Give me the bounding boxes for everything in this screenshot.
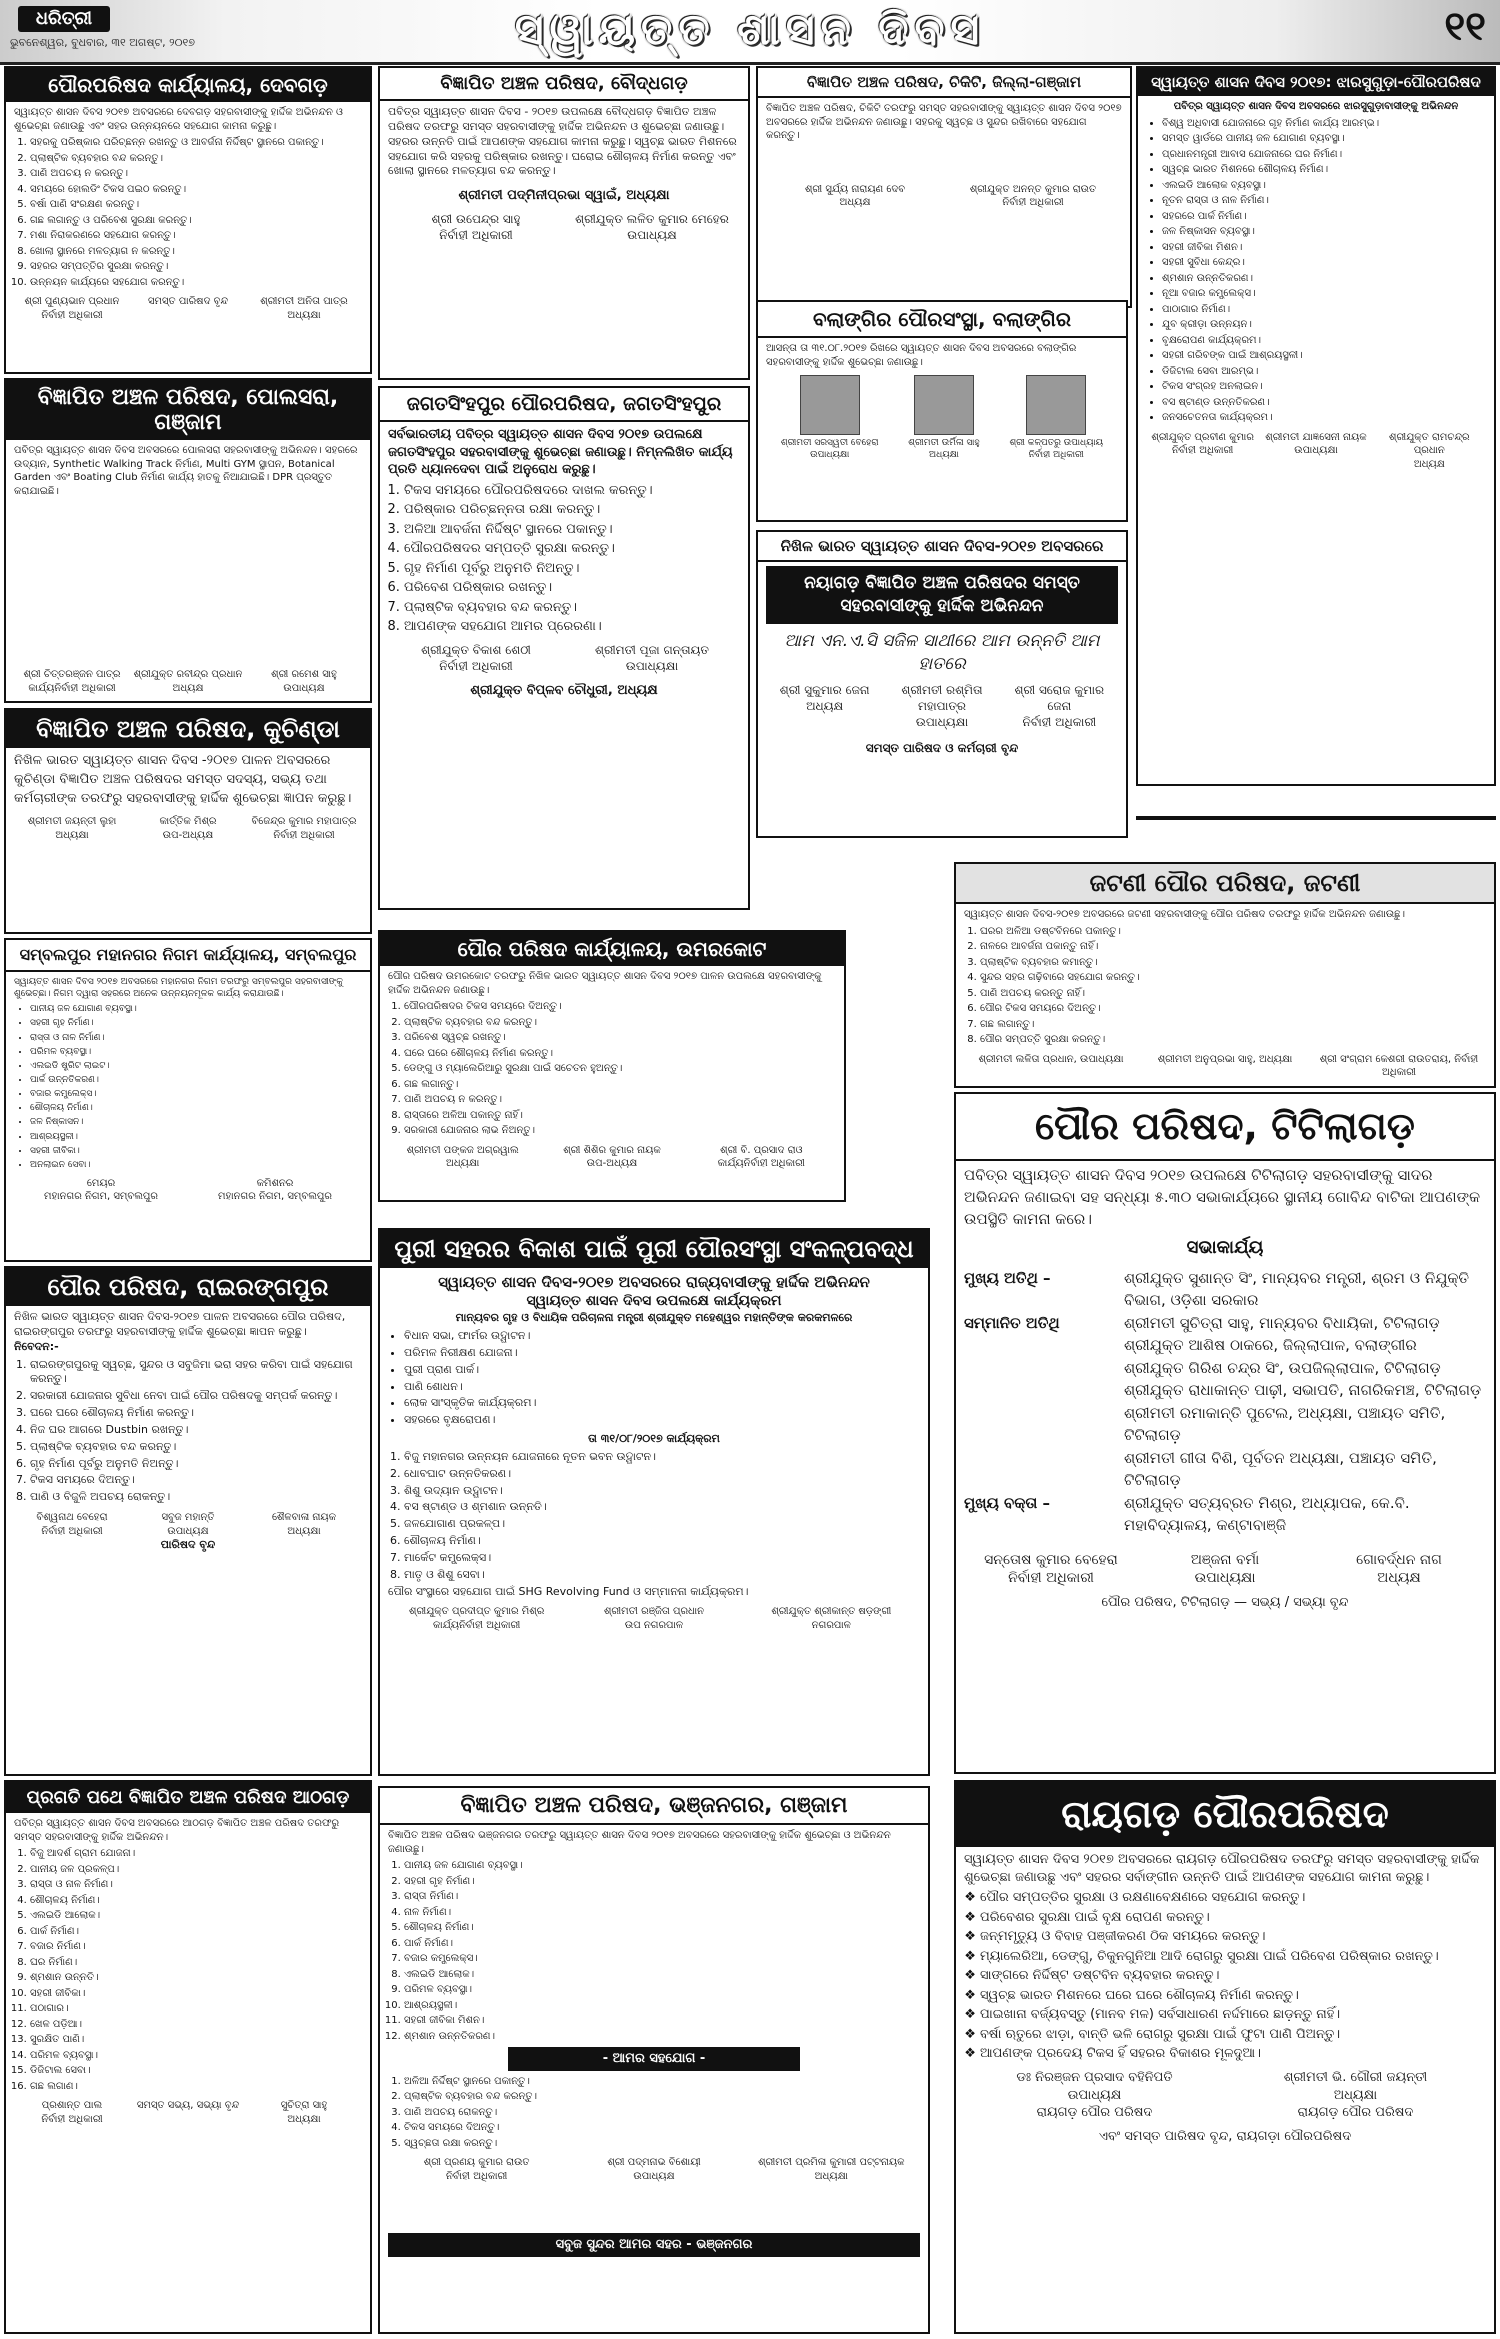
list-item: • ଜନସଚେତନତା କାର୍ଯ୍ୟକ୍ରମ। — [1162, 411, 1486, 425]
ad-body: ନୟାଗଡ଼ ବିଜ୍ଞାପିତ ଅଞ୍ଚଳ ପରିଷଦର ସମସ୍ତ ସହରବାସୀଙ୍କୁ ହାର୍ଦ୍ଦିକ ଅଭିନନ୍ଦନ ଆମ ଏନ.ଏ.ସି ସଜିଳ ସାଥୀରେ ଆମ ଉନ୍ନତି ଆମ ହାତରେ ଶ୍ରୀ ସୁକୁମାର ଜେନା ଅଧ୍ୟକ୍ଷ ଶ୍ରୀମତୀ ରଶ୍ମିତା ମହାପାତ୍ର ଉପାଧ୍ୟକ୍ଷା ଶ୍ରୀ ସରୋଜ କୁମାର ଜେନା ନିର୍ବାହୀ ଅଧିକାରୀ ସମସ୍ତ ପାରିଷଦ ଓ କର୍ମଚାରୀ ବୃନ୍ଦ — [758, 562, 1126, 761]
list-item: 8. ପୌର ସମ୍ପତ୍ତି ସୁରକ୍ଷା କରନ୍ତୁ। — [980, 1033, 1486, 1047]
signatory: ଶ୍ରୀମତୀ ଅନୁପ୍ରଭା ସାହୁ, ଅଧ୍ୟକ୍ଷା — [1157, 1053, 1293, 1065]
signatory: ଅଞ୍ଜନା ବର୍ମା ଉପାଧ୍ୟକ୍ଷା — [1190, 1551, 1260, 1587]
motto: ଆମ ଏନ.ଏ.ସି ସଜିଳ ସାଥୀରେ ଆମ ଉନ୍ନତି ଆମ ହାତରେ — [784, 630, 1100, 674]
ad-list — [1146, 117, 1486, 425]
guest-item: ଶ୍ରୀଯୁକ୍ତ ରାଧାକାନ୍ତ ପାଢ଼ୀ, ସଭାପତି, ନାଗରିକମଞ୍ଚ, ଟିଟିଲାଗଡ଼ — [1124, 1381, 1482, 1400]
list-item: 7. ଟିକସ ସମୟରେ ଦିଅନ୍ତୁ। — [30, 1473, 362, 1488]
list-item: 3. ଅଳିଆ ଆବର୍ଜନା ନିର୍ଦ୍ଦିଷ୍ଟ ସ୍ଥାନରେ ପକାନ୍ତୁ। — [404, 521, 740, 539]
list-item: 7. ବଜାର କମ୍ପ୍ଲେକ୍ସ। — [404, 1952, 920, 1966]
signatures — [388, 642, 740, 674]
list-item: 12. ଖେଳ ପଡ଼ିଆ। — [30, 2018, 362, 2032]
list-item: • ସହରରେ ପାର୍କ ନିର୍ମାଣ। — [1162, 210, 1486, 224]
signatory: ସୁଚିତ୍ରା ସାହୁ ଅଧ୍ୟକ୍ଷା — [280, 2100, 328, 2125]
list-item: 2. ପ୍ଲାଷ୍ଟିକ ବ୍ୟବହାର ବନ୍ଦ କରନ୍ତୁ। — [404, 2090, 920, 2104]
list-item: • ବଜାର କମ୍ପ୍ଲେକ୍ସ। — [30, 1088, 362, 1100]
list-item: • ପୁରୀ ପ୍ରାଣ ପାର୍କ। — [404, 1363, 920, 1378]
ad-deogarh — [4, 66, 372, 374]
list-item: 6. ଗୃହ ନିର୍ମାଣ ପୂର୍ବରୁ ଅନୁମତି ନିଅନ୍ତୁ। — [30, 1457, 362, 1472]
ad-body: ନିଖିଳ ଭାରତ ସ୍ୱାୟତ୍ତ ଶାସନ ଦିବସ-୨୦୧୭ ପାଳନ ଅବସରରେ ପୌର ପରିଷଦ, ରାଇରଙ୍ଗପୁର ତରଫରୁ ସହରବାସୀଙ୍କୁ ହାର୍ଦ୍ଦିକ ଶୁଭେଚ୍ଛା ଜ୍ଞାପନ କରୁଛୁ। ନିବେଦନ:- 1. ରାଇରଙ୍ଗପୁରକୁ ସ୍ୱଚ୍ଛ, ସୁନ୍ଦର ଓ ସବୁଜିମା ଭରା ସହର କରିବା ପାଇଁ ସହଯୋଗ କରନ୍ତୁ। 2. ସରକାରୀ ଯୋଜନାର ସୁବିଧା ନେବା ପାଇଁ ପୌର ପରିଷଦକୁ ସମ୍ପର୍କ କରନ୍ତୁ। 3. ଘରେ ଘରେ ଶୌଚାଳୟ ନିର୍ମାଣ କରନ୍ତୁ। 4. ନିଜ ଘର ଆଗରେ Dustbin ରଖନ୍ତୁ। 5. ପ୍ଲାଷ୍ଟିକ ବ୍ୟବହାର ବନ୍ଦ କରନ୍ତୁ। 6. ଗୃହ ନିର୍ମାଣ ପୂର୍ବରୁ ଅନୁମତି ନିଅନ୍ତୁ। 7. ଟିକସ ସମୟରେ ଦିଅନ୍ତୁ। 8. ପାଣି ଓ ବିଜୁଳି ଅପଚୟ ରୋକନ୍ତୁ। ବିଶ୍ୱନାଥ ବେହେରା ନିର୍ବାହୀ ଅଧିକାରୀ ସବୁଜ ମହାନ୍ତି ଉପାଧ୍ୟକ୍ଷ ଶୈଳବାଳା ନାୟକ ଅଧ୍ୟକ୍ଷା ପାରିଷଦ ବୃନ୍ଦ — [6, 1306, 370, 1557]
signatory: ପ୍ରଶାନ୍ତ ପାଲ ନିର୍ବାହୀ ଅଧିକାରୀ — [41, 2100, 103, 2125]
list-item: 1. ଘରର ଅଳିଆ ଡଷ୍ଟବିନରେ ପକାନ୍ତୁ। — [980, 925, 1486, 939]
list-item: • ପୌର ସମ୍ପତ୍ତିର ସୁରକ୍ଷା ଓ ରକ୍ଷଣାବେକ୍ଷଣରେ ସହଯୋଗ କରନ୍ତୁ। — [980, 1889, 1486, 1907]
list-item: 4. ନିଜ ଘର ଆଗରେ Dustbin ରଖନ୍ତୁ। — [30, 1423, 362, 1438]
ad-title: ବିଜ୍ଞାପିତ ଅଞ୍ଚଳ ପରିଷଦ, ଭଞ୍ଜନଗର, ଗଞ୍ଜାମ — [380, 1788, 928, 1825]
newspaper-logo: ଧରିତ୍ରୀ — [18, 6, 110, 32]
guest-item: ଶ୍ରୀମତୀ ସୁଚିତ୍ରା ସାହୁ, ମାନ୍ୟବର ବିଧାୟିକା, ଟିଟିଲାଗଡ଼ — [1124, 1313, 1440, 1332]
list-item: 8. ଖୋଲା ସ୍ଥାନରେ ମଳତ୍ୟାଗ ନ କରନ୍ତୁ। — [30, 245, 362, 259]
signatory: ସବୁଜ ମହାନ୍ତି ଉପାଧ୍ୟକ୍ଷ — [161, 1512, 215, 1537]
ad-list — [964, 925, 1486, 1047]
list-item: 9. ଶ୍ମଶାନ ଉନ୍ନତି। — [30, 1971, 362, 1985]
guest-item: ଶ୍ରୀଯୁକ୍ତ ଗିରିଶ ଚନ୍ଦ୍ର ସିଂ, ଉପଜିଲ୍ଲାପାଳ, ଟିଟିଲାଗଡ଼ — [1124, 1358, 1441, 1377]
list-item: 1. ବିଜୁ ଆଦର୍ଶ ଗ୍ରାମ ଯୋଜନା। — [30, 1847, 362, 1861]
list-item: 10. ଆଶ୍ରୟସ୍ଥଳୀ। — [404, 1999, 920, 2013]
signatory: ଶ୍ରୀଯୁକ୍ତ ରାମଚନ୍ଦ୍ର ପ୍ରଧାନ ଅଧ୍ୟକ୍ଷ — [1389, 431, 1470, 470]
list-item: • ସହରୀ ସୁବିଧା କେନ୍ଦ୍ର। — [1162, 256, 1486, 270]
list-item: • ବିଧାନ ସଭା, ଫାର୍ମର ଉଦ୍ଘାଟନ। — [404, 1329, 920, 1344]
signatory: ଶ୍ରୀଯୁକ୍ତ ଶ୍ରୀକାନ୍ତ ଷଡ଼ଙ୍ଗୀ ନଗରପାଳ — [771, 1606, 892, 1631]
list-item: 3. ପାଣି ଅପଚୟ ନ କରନ୍ତୁ। — [30, 167, 362, 181]
signatory: ବିଶ୍ୱନାଥ ବେହେରା ନିର୍ବାହୀ ଅଧିକାରୀ — [36, 1512, 108, 1537]
ad-body: ସ୍ୱାୟତ୍ତ ଶାସନ ଦିବସ-୨୦୧୭ ଅବସରରେ ରାଜ୍ୟବାସୀଙ୍କୁ ହାର୍ଦ୍ଦିକ ଅଭିନନ୍ଦନ ସ୍ୱାୟତ୍ତ ଶାସନ ଦିବସ ଉପଲକ୍ଷେ କାର୍ଯ୍ୟକ୍ରମ ମାନ୍ୟବର ଗୃହ ଓ ବିଧାୟିକ ପରିଚାଳନା ମନ୍ତ୍ରୀ ଶ୍ରୀଯୁକ୍ତ ମହେଶ୍ୱର ମହାନ୍ତିଙ୍କ କରକମଳରେ • ବିଧାନ ସଭା, ଫାର୍ମର ଉଦ୍ଘାଟନ। • ପରିମଳ ନିରୀକ୍ଷଣ ଯୋଜନା। • ପୁରୀ ପ୍ରାଣ ପାର୍କ। • ପାଣି ଶୋଧନ। • ଲୋକ ସାଂସ୍କୃତିକ କାର୍ଯ୍ୟକ୍ରମ। • ସହରରେ ବୃକ୍ଷରୋପଣ। ତା ୩୧/୦୮/୨୦୧୭ କାର୍ଯ୍ୟକ୍ରମ 1. ବିଜୁ ମହାନଗର ଉନ୍ନୟନ ଯୋଜନାରେ ନୂତନ ଭବନ ଉଦ୍ଘାଟନ। 2. ଧୋବଘାଟ ଉନ୍ନତିକରଣ। 3. ଶିଶୁ ଉଦ୍ୟାନ ଉଦ୍ଘାଟନ। 4. ବସ ଷ୍ଟାଣ୍ଡ ଓ ଶ୍ମଶାନ ଉନ୍ନତି। 5. ଜଳଯୋଗାଣ ପ୍ରକଳ୍ପ। 6. ଶୌଚାଳୟ ନିର୍ମାଣ। 7. ମାର୍କେଟ କମ୍ପ୍ଲେକ୍ସ। 8. ମାତୃ ଓ ଶିଶୁ ସେବା। ପୌର ସଂସ୍ଥାରେ ସହଯୋଗ ପାଇଁ SHG Revolving Fund ଓ ସମ୍ମାନନା କାର୍ଯ୍ୟକ୍ରମ। ଶ୍ରୀଯୁକ୍ତ ପ୍ରଦୀପ୍ତ କୁମାର ମିଶ୍ର କାର୍ଯ୍ୟନିର୍ବାହୀ ଅଧିକାରୀ ଶ୍ରୀମତୀ ରଞ୍ଜିତା ପ୍ରଧାନ ଉପ ନଗରପାଳ ଶ୍ରୀଯୁକ୍ତ ଶ୍ରୀକାନ୍ତ ଷଡ଼ଙ୍ଗୀ ନଗରପାଳ — [380, 1268, 928, 1636]
list-item: • ସହରୀ ଗୃହ ନିର୍ମାଣ। — [30, 1017, 362, 1029]
ad-nayagarh — [756, 530, 1128, 838]
ad-list — [14, 1847, 362, 2093]
list-item: 7. ପ୍ଲାଷ୍ଟିକ ବ୍ୟବହାର ବନ୍ଦ କରନ୍ତୁ। — [404, 599, 740, 617]
signatures — [964, 1551, 1486, 1589]
list-item: 4. ଘରେ ଘରେ ଶୌଚାଳୟ ନିର୍ମାଣ କରନ୍ତୁ। — [404, 1047, 836, 1061]
ad-title: ପୌର ପରିଷଦ କାର୍ଯ୍ୟାଳୟ, ଉମରକୋଟ — [380, 932, 844, 966]
signatory: ଶ୍ରୀମତୀ ରଶ୍ମିତା ମହାପାତ୍ର ଉପାଧ୍ୟକ୍ଷା — [901, 682, 983, 730]
ad-body: ପବିତ୍ର ସ୍ୱାୟତ୍ତ ଶାସନ ଦିବସ ୨୦୧୭ ଉପଲକ୍ଷେ ଟିଟିଲାଗଡ଼ ସହରବାସୀଙ୍କୁ ସାଦର ଅଭିନନ୍ଦନ ଜଣାଇବା ସହ ସନ୍ଧ୍ୟା ୫.୩୦ ସଭାକାର୍ଯ୍ୟରେ ସ୍ଥାନୀୟ ଗୋବିନ୍ଦ ବାଟିକା ଆପଣଙ୍କ ଉପସ୍ଥିତି କାମନା କରେ। ସଭାକାର୍ଯ୍ୟ ମୁଖ୍ୟ ଅତିଥି – ଶ୍ରୀଯୁକ୍ତ ସୁଶାନ୍ତ ସିଂ, ମାନ୍ୟବର ମନ୍ତ୍ରୀ, ଶ୍ରମ ଓ ନିଯୁକ୍ତି ବିଭାଗ, ଓଡ଼ିଶା ସରକାର ସମ୍ମାନିତ ଅତିଥି ଶ୍ରୀମତୀ ସୁଚିତ୍ରା ସାହୁ, ମାନ୍ୟବର ବିଧାୟିକା, ଟିଟିଲାଗଡ଼ ଶ୍ରୀଯୁକ୍ତ ଆଶିଷ ଠାକରେ, ଜିଲ୍ଲାପାଳ, ବଲାଙ୍ଗୀର ଶ୍ରୀଯୁକ୍ତ ଗିରିଶ ଚନ୍ଦ୍ର ସିଂ, ଉପଜିଲ୍ଲାପାଳ, ଟିଟିଲାଗଡ଼ ଶ୍ରୀଯୁକ୍ତ ରାଧାକାନ୍ତ ପାଢ଼ୀ, ସଭାପତି, ନାଗରିକମଞ୍ଚ, ଟିଟିଲାଗଡ଼ ଶ୍ରୀମତୀ ରମାକାନ୍ତି ପୁଟେଲ, ଅଧ୍ୟକ୍ଷା, ପଞ୍ଚାୟତ ସମିତି, ଟିଟିଲାଗଡ଼ ଶ୍ରୀମତୀ ଗୀତା ବିଶି, ପୂର୍ବତନ ଅଧ୍ୟକ୍ଷା, ପଞ୍ଚାୟତ ସମିତି, ଟିଟିଲାଗଡ଼ ମୁଖ୍ୟ ବକ୍ତା – ଶ୍ରୀଯୁକ୍ତ ସତ୍ୟବ୍ରତ ମିଶ୍ର, ଅଧ୍ୟାପକ, କେ.ବି. ମହାବିଦ୍ୟାଳୟ, କଣ୍ଟାବାଞ୍ଜି ସନ୍ତୋଷ କୁମାର ବେହେରା ନିର୍ବାହୀ ଅଧିକାରୀ ଅଞ୍ଜନା ବର୍ମା ଉପାଧ୍ୟକ୍ଷା ଗୋବର୍ଦ୍ଧନ ନାଗ ଅଧ୍ୟକ୍ଷ ପୌର ପରିଷଦ, ଟିଟିଲାଗଡ଼ — ସଭ୍ୟ / ସଭ୍ୟା ବୃନ୍ଦ — [956, 1161, 1494, 1616]
list-item: • ପ୍ରଧାନମନ୍ତ୍ରୀ ଆବାସ ଯୋଜନାରେ ଘର ନିର୍ମାଣ। — [1162, 148, 1486, 162]
list-item: 2. ସହରୀ ଗୃହ ନିର୍ମାଣ। — [404, 1875, 920, 1889]
official-photos — [766, 375, 1118, 461]
signatory: ଶ୍ରୀ ରମେଶ ସାହୁ ଉପାଧ୍ୟକ୍ଷ — [271, 669, 337, 694]
signatures — [964, 2069, 1486, 2122]
list-item: • ଯୁବ କ୍ରୀଡ଼ା ଉନ୍ନୟନ। — [1162, 318, 1486, 332]
signatory: ଶ୍ରୀ ପୁଣ୍ୟଭାନ ପ୍ରଧାନ ନିର୍ବାହୀ ଅଧିକାରୀ — [24, 296, 120, 321]
list-item: • ଏଲଇଡି ଷ୍ଟ୍ରିଟ ଲାଇଟ। — [30, 1060, 362, 1072]
official-photo — [914, 375, 974, 435]
list-item: 8. ମାତୃ ଓ ଶିଶୁ ସେବା। — [404, 1568, 920, 1583]
list-item: 1. ପାନୀୟ ଜଳ ଯୋଗାଣ ବ୍ୟବସ୍ଥା। — [404, 1859, 920, 1873]
divider — [1136, 816, 1496, 820]
ad-title: ଜଟଣୀ ପୌର ପରିଷଦ, ଜଟଣୀ — [956, 864, 1494, 904]
list-item: • ଆପଣଙ୍କ ପ୍ରଦେୟ ଟିକସ ହିଁ ସହରର ବିକାଶର ମୂଳଦୁଆ। — [980, 2045, 1486, 2063]
list-item: 1. ପୌରପରିଷଦର ଟିକସ ସମୟରେ ଦିଅନ୍ତୁ। — [404, 1000, 836, 1014]
ad-puri — [378, 1228, 930, 1776]
ad-bolangir — [756, 300, 1128, 522]
list-item: 2. ପ୍ଲାଷ୍ଟିକ ବ୍ୟବହାର ବନ୍ଦ କରନ୍ତୁ। — [404, 1016, 836, 1030]
list-item: 5. ଶୌଚାଳୟ ନିର୍ମାଣ। — [404, 1921, 920, 1935]
list-item: • ପାଣି ଶୋଧନ। — [404, 1380, 920, 1395]
guest-item: ଶ୍ରୀଯୁକ୍ତ ଆଶିଷ ଠାକରେ, ଜିଲ୍ଲାପାଳ, ବଲାଙ୍ଗୀର — [1124, 1336, 1417, 1355]
list-item: 14. ପରିମଳ ବ୍ୟବସ୍ଥା। — [30, 2049, 362, 2063]
signatory: ଶ୍ରୀଯୁକ୍ତ ରବୀନ୍ଦ୍ର ପ୍ରଧାନ ଅଧ୍ୟକ୍ଷ — [133, 669, 243, 694]
list-item: 3. ପାଣି ଅପଚୟ ରୋକନ୍ତୁ। — [404, 2106, 920, 2120]
signatory: ଶ୍ରୀ ସରୋଜ କୁମାର ଜେନା ନିର୍ବାହୀ ଅଧିକାରୀ — [1014, 682, 1105, 730]
signatory: ଶ୍ରୀ ଚିତ୍ତରଞ୍ଜନ ପାତ୍ର କାର୍ଯ୍ୟନିର୍ବାହୀ ଅଧିକାରୀ — [23, 669, 121, 694]
list-item: • ଲୋକ ସାଂସ୍କୃତିକ କାର୍ଯ୍ୟକ୍ରମ। — [404, 1396, 920, 1411]
list-item: • ସ୍ୱଚ୍ଛ ଭାରତ ମିଶନରେ ଘରେ ଘରେ ଶୌଚାଳୟ ନିର୍ମାଣ କରନ୍ତୁ। — [980, 1987, 1486, 2005]
signatory: ଶ୍ରୀ ପଦ୍ମନାଭ ବିଶୋୟୀ ଉପାଧ୍ୟକ୍ଷ — [607, 2157, 701, 2182]
signatory: ଶ୍ରୀମତୀ ପୂଜା ଗନ୍ତାୟତ ଉପାଧ୍ୟକ୍ଷା — [595, 643, 709, 674]
ad-title: ବିଜ୍ଞାପିତ ଅଞ୍ଚଳ ପରିଷଦ, ପୋଲସରା, ଗଞ୍ଜାମ — [6, 380, 370, 440]
list-item: 4. ନାଳ ନିର୍ମାଣ। — [404, 1906, 920, 1920]
list-item: 10. ଉନ୍ନୟନ କାର୍ଯ୍ୟରେ ସହଯୋଗ କରନ୍ତୁ। — [30, 276, 362, 290]
signatory: ଶ୍ରୀଯୁକ୍ତ ପ୍ରବୀଣ କୁମାର ନିର୍ବାହୀ ଅଧିକାରୀ — [1151, 431, 1254, 456]
ad-title: ପୌର ପରିଷଦ, ରାଇରଙ୍ଗପୁର — [6, 1268, 370, 1306]
signatures — [388, 1605, 920, 1632]
list-item: • ଜନ୍ମମୃତ୍ୟୁ ଓ ବିବାହ ପଞ୍ଜୀକରଣ ଠିକ ସମୟରେ କରନ୍ତୁ। — [980, 1928, 1486, 1946]
list-item: • ଜଳ ନିଷ୍କାସନ। — [30, 1116, 362, 1128]
signatory: ଶ୍ରୀମତୀ ଯାଜ୍ଞସେନୀ ନାୟକ ଉପାଧ୍ୟକ୍ଷା — [1265, 431, 1367, 456]
ad-list — [388, 1329, 920, 1428]
signatures — [14, 295, 362, 322]
list-item: 7. ପାଣି ଅପଚୟ ନ କରନ୍ତୁ। — [404, 1093, 836, 1107]
list-item: 6. ଗଛ ଲଗାନ୍ତୁ ଓ ପରିବେଶ ସୁରକ୍ଷା କରନ୍ତୁ। — [30, 214, 362, 228]
signatory: ଶ୍ରୀମତୀ ଜୟନ୍ତୀ ଲୁହା ଅଧ୍ୟକ୍ଷା — [27, 815, 117, 842]
list-item: • ଆଶ୍ରୟସ୍ଥଳୀ। — [30, 1131, 362, 1143]
list-item: 4. ଟିକସ ସମୟରେ ଦିଅନ୍ତୁ। — [404, 2121, 920, 2135]
list-item: 5. ଏଲଇଡି ଆଲୋକ। — [30, 1909, 362, 1923]
list-item: 5. ଗୃହ ନିର୍ମାଣ ପୂର୍ବରୁ ଅନୁମତି ନିଅନ୍ତୁ। — [404, 560, 740, 578]
signatures — [766, 682, 1118, 731]
list-item: 8. ରାସ୍ତାରେ ଅଳିଆ ପକାନ୍ତୁ ନାହିଁ। — [404, 1109, 836, 1123]
list-item: 5. ପାଣି ଅପଚୟ କରନ୍ତୁ ନାହିଁ। — [980, 987, 1486, 1001]
signatory: ବିଜେନ୍ଦ୍ର କୁମାର ମହାପାତ୍ର ନିର୍ବାହୀ ଅଧିକାରୀ — [251, 815, 357, 842]
list-item: 8. ଆପଣଙ୍କ ସହଯୋଗ ଆମର ପ୍ରେରଣା। — [404, 618, 740, 636]
list-item: • ସମସ୍ତ ୱାର୍ଡରେ ପାନୀୟ ଜଳ ଯୋଗାଣ ବ୍ୟବସ୍ଥା। — [1162, 132, 1486, 146]
photo-card: ଶ୍ରୀମତୀ ସରସ୍ୱତୀ ବେହେରା ଉପାଧ୍ୟକ୍ଷା — [781, 375, 879, 461]
list-item: 1. ବିଜୁ ମହାନଗର ଉନ୍ନୟନ ଯୋଜନାରେ ନୂତନ ଭବନ ଉଦ୍ଘାଟନ। — [404, 1450, 920, 1465]
signatures — [14, 1177, 362, 1204]
signatures — [1146, 431, 1486, 472]
ad-jagatsinghpur — [378, 386, 750, 910]
list-item: 7. ବଜାର ନିର୍ମାଣ। — [30, 1940, 362, 1954]
list-item: • ପାଇଖାନା ବର୍ଜ୍ୟବସ୍ତୁ (ମାନବ ମଳ) ସର୍ବସାଧାରଣ ନର୍ଦ୍ଦମାରେ ଛାଡ଼ନ୍ତୁ ନାହିଁ। — [980, 2006, 1486, 2024]
ad-body: ପବିତ୍ର ସ୍ୱାୟତ୍ତ ଶାସନ ଦିବସ ଅବସରରେ ଆଠଗଡ଼ ବିଜ୍ଞାପିତ ଅଞ୍ଚଳ ପରିଷଦ ତରଫରୁ ସମସ୍ତ ସହରବାସୀଙ୍କୁ ହାର୍ଦ୍ଦିକ ଅଭିନନ୍ଦନ। 1. ବିଜୁ ଆଦର୍ଶ ଗ୍ରାମ ଯୋଜନା। 2. ପାନୀୟ ଜଳ ପ୍ରକଳ୍ପ। 3. ରାସ୍ତା ଓ ନାଳ ନିର୍ମାଣ। 4. ଶୌଚାଳୟ ନିର୍ମାଣ। 5. ଏଲଇଡି ଆଲୋକ। 6. ପାର୍କ ନିର୍ମାଣ। 7. ବଜାର ନିର୍ମାଣ। 8. ଘର ନିର୍ମାଣ। 9. ଶ୍ମଶାନ ଉନ୍ନତି। 10. ସହରୀ ଜୀବିକା। 11. ପଠାଗାର। 12. ଖେଳ ପଡ଼ିଆ। 13. ସୁରକ୍ଷିତ ପାଣି। 14. ପରିମଳ ବ୍ୟବସ୍ଥା। 15. ଡିଜିଟାଲ ସେବା। 16. ଗଛ ଲଗାଣ। ପ୍ରଶାନ୍ତ ପାଲ ନିର୍ବାହୀ ଅଧିକାରୀ ସମସ୍ତ ସଭ୍ୟ, ସଭ୍ୟା ବୃନ୍ଦ ସୁଚିତ୍ରା ସାହୁ ଅଧ୍ୟକ୍ଷା — [6, 1813, 370, 2130]
list-item: • ଏଲଇଡି ଆଲୋକ ବ୍ୟବସ୍ଥା। — [1162, 179, 1486, 193]
ad-sambalpur — [4, 938, 372, 1262]
list-item: 1. ରାଇରଙ୍ଗପୁରକୁ ସ୍ୱଚ୍ଛ, ସୁନ୍ଦର ଓ ସବୁଜିମା ଭରା ସହର କରିବା ପାଇଁ ସହଯୋଗ କରନ୍ତୁ। — [30, 1358, 362, 1388]
ad-umarkote — [378, 930, 846, 1202]
list-item: 5. ଡେଙ୍ଗୁ ଓ ମ୍ୟାଲେରିଆରୁ ସୁରକ୍ଷା ପାଇଁ ସଚେତନ ହୁଅନ୍ତୁ। — [404, 1062, 836, 1076]
ad-list — [388, 1859, 920, 2043]
ad-boudh — [378, 66, 750, 380]
signatory: ଶ୍ରୀ ସୁକୁମାର ଜେନା ଅଧ୍ୟକ୍ଷ — [779, 682, 870, 713]
list-item: • ଶୌଚାଳୟ ନିର୍ମାଣ। — [30, 1102, 362, 1114]
signatory: କମିଶନର ମହାନଗର ନିଗମ, ସମ୍ବଲପୁର — [218, 1177, 332, 1203]
list-item: 8. ଘର ନିର୍ମାଣ। — [30, 1956, 362, 1970]
list-item: 2. ପାନୀୟ ଜଳ ପ୍ରକଳ୍ପ। — [30, 1863, 362, 1877]
list-item: 11. ସହରୀ ଜୀବିକା ମିଶନ। — [404, 2014, 920, 2028]
ad-body: ପବିତ୍ର ସ୍ୱାୟତ୍ତ ଶାସନ ଦିବସ ଅବସରରେ ଝାରସୁଗୁଡ଼ାବାସୀଙ୍କୁ ଅଭିନନ୍ଦନ • ବିଶ୍ୱ ଅଧିବାସୀ ଯୋଜନାରେ ଗୃହ ନିର୍ମାଣ କାର୍ଯ୍ୟ ଆରମ୍ଭ। • ସମସ୍ତ ୱାର୍ଡରେ ପାନୀୟ ଜଳ ଯୋଗାଣ ବ୍ୟବସ୍ଥା। • ପ୍ରଧାନମନ୍ତ୍ରୀ ଆବାସ ଯୋଜନାରେ ଘର ନିର୍ମାଣ। • ସ୍ୱଚ୍ଛ ଭାରତ ମିଶନରେ ଶୌଚାଳୟ ନିର୍ମାଣ। • ଏଲଇଡି ଆଲୋକ ବ୍ୟବସ୍ଥା। • ନୂତନ ରାସ୍ତା ଓ ନାଳ ନିର୍ମାଣ। • ସହରରେ ପାର୍କ ନିର୍ମାଣ। • ଜଳ ନିଷ୍କାସନ ବ୍ୟବସ୍ଥା। • ସହରୀ ଜୀବିକା ମିଶନ। • ସହରୀ ସୁବିଧା କେନ୍ଦ୍ର। • ଶ୍ମଶାନ ଉନ୍ନତିକରଣ। • ନୂଆ ବଜାର କମ୍ପ୍ଲେକ୍ସ। • ପାଠାଗାର ନିର୍ମାଣ। • ଯୁବ କ୍ରୀଡ଼ା ଉନ୍ନୟନ। • ବୃକ୍ଷରୋପଣ କାର୍ଯ୍ୟକ୍ରମ। • ସହରୀ ଗରିବଙ୍କ ପାଇଁ ଆଶ୍ରୟସ୍ଥଳୀ। • ଡିଜିଟାଲ ସେବା ଆରମ୍ଭ। • ଟିକସ ସଂଗ୍ରହ ଅନଲାଇନ। • ବସ ଷ୍ଟାଣ୍ଡ ଉନ୍ନତିକରଣ। • ଜନସଚେତନତା କାର୍ଯ୍ୟକ୍ରମ। ଶ୍ରୀଯୁକ୍ତ ପ୍ରବୀଣ କୁମାର ନିର୍ବାହୀ ଅଧିକାରୀ ଶ୍ରୀମତୀ ଯାଜ୍ଞସେନୀ ନାୟକ ଉପାଧ୍ୟକ୍ଷା ଶ୍ରୀଯୁକ୍ତ ରାମଚନ୍ଦ୍ର ପ୍ରଧାନ ଅଧ୍ୟକ୍ଷ — [1138, 96, 1494, 475]
photo-card: ଶ୍ରୀ କଳ୍ପତରୁ ଉପାଧ୍ୟାୟ ନିର୍ବାହୀ ଅଧିକାରୀ — [1009, 375, 1103, 461]
list-item: 1. ଅଳିଆ ନିର୍ଦ୍ଦିଷ୍ଟ ସ୍ଥାନରେ ପକାନ୍ତୁ। — [404, 2075, 920, 2089]
program-table: ମୁଖ୍ୟ ଅତିଥି – ଶ୍ରୀଯୁକ୍ତ ସୁଶାନ୍ତ ସିଂ, ମାନ୍ୟବର ମନ୍ତ୍ରୀ, ଶ୍ରମ ଓ ନିଯୁକ୍ତି ବିଭାଗ, ଓଡ଼ିଶା ସରକାର ସମ୍ମାନିତ ଅତିଥି ଶ୍ରୀମତୀ ସୁଚିତ୍ରା ସାହୁ, ମାନ୍ୟବର ବିଧାୟିକା, ଟିଟିଲାଗଡ଼ ଶ୍ରୀଯୁକ୍ତ ଆଶିଷ ଠାକରେ, ଜିଲ୍ଲାପାଳ, ବଲାଙ୍ଗୀର ଶ୍ରୀଯୁକ୍ତ ଗିରିଶ ଚନ୍ଦ୍ର ସିଂ, ଉପଜିଲ୍ଲାପାଳ, ଟିଟିଲାଗଡ଼ ଶ୍ରୀଯୁକ୍ତ ରାଧାକାନ୍ତ ପାଢ଼ୀ, ସଭାପତି, ନାଗରିକମଞ୍ଚ, ଟିଟିଲାଗଡ଼ ଶ୍ରୀମତୀ ରମାକାନ୍ତି ପୁଟେଲ, ଅଧ୍ୟକ୍ଷା, ପଞ୍ଚାୟତ ସମିତି, ଟିଟିଲାଗଡ଼ ଶ୍ରୀମତୀ ଗୀତା ବିଶି, ପୂର୍ବତନ ଅଧ୍ୟକ୍ଷା, ପଞ୍ଚାୟତ ସମିତି, ଟିଟିଲାଗଡ଼ ମୁଖ୍ୟ ବକ୍ତା – ଶ୍ରୀଯୁକ୍ତ ସତ୍ୟବ୍ରତ ମିଶ୍ର, ଅଧ୍ୟାପକ, କେ.ବି. ମହାବିଦ୍ୟାଳୟ, କଣ୍ଟାବାଞ୍ଜି — [964, 1267, 1486, 1537]
ad-title: ବିଜ୍ଞାପିତ ଅଞ୍ଚଳ ପରିଷଦ, କୁଚିଣ୍ଡା — [6, 710, 370, 748]
ad-kuchinda — [4, 708, 372, 934]
ad-list — [14, 1003, 362, 1171]
ad-title: ପ୍ରଗତି ପଥେ ବିଜ୍ଞାପିତ ଅଞ୍ଚଳ ପରିଷଦ ଆଠଗଡ଼ — [6, 1782, 370, 1813]
issue-date: ଭୁବନେଶ୍ୱର, ବୁଧବାର, ୩୧ ଅଗଷ୍ଟ, ୨୦୧୭ — [10, 36, 195, 49]
guest-list — [1124, 1312, 1486, 1492]
signatory: ଡଃ ନିରଞ୍ଜନ ପ୍ରସାଦ ବହିନିପତି ଉପାଧ୍ୟକ୍ଷ ରାୟଗଡ଼ ପୌର ପରିଷଦ — [1016, 2070, 1173, 2121]
signatory: କାର୍ତ୍ତିକ ମିଶ୍ର ଉପ-ଅଧ୍ୟକ୍ଷ — [159, 815, 217, 842]
list-item: • ଡିଜିଟାଲ ସେବା ଆରମ୍ଭ। — [1162, 365, 1486, 379]
list-item: 9. ପରିମଳ ବ୍ୟବସ୍ଥା। — [404, 1983, 920, 1997]
list-item: • ସାଙ୍ଗରେ ନିର୍ଦ୍ଦିଷ୍ଟ ଡଷ୍ଟବିନ ବ୍ୟବହାର କରନ୍ତୁ। — [980, 1967, 1486, 1985]
ad-title: ବଲାଙ୍ଗିର ପୌରସଂସ୍ଥା, ବଲାଙ୍ଗିର — [758, 302, 1126, 338]
list-item: 2. ଧୋବଘାଟ ଉନ୍ନତିକରଣ। — [404, 1467, 920, 1482]
ad-title: ରାୟଗଡ଼ ପୌରପରିଷଦ — [956, 1782, 1494, 1847]
list-item: • ଟିକସ ସଂଗ୍ରହ ଅନଲାଇନ। — [1162, 380, 1486, 394]
list-item: 2. ପରିଷ୍କାର ପରିଚ୍ଛନ୍ନତା ରକ୍ଷା କରନ୍ତୁ। — [404, 501, 740, 519]
signatory: ଶ୍ରୀମତୀ ପଙ୍କଜ ଅଗ୍ରୱାଲ ଅଧ୍ୟକ୍ଷା — [406, 1144, 519, 1169]
list-item: • ବର୍ଷା ଋତୁରେ ଝାଡ଼ା, ବାନ୍ତି ଭଳି ରୋଗରୁ ସୁରକ୍ଷା ପାଇଁ ଫୁଟା ପାଣି ପିଅନ୍ତୁ। — [980, 2026, 1486, 2044]
list-item: • ବୃକ୍ଷରୋପଣ କାର୍ଯ୍ୟକ୍ରମ। — [1162, 334, 1486, 348]
list-item: 16. ଗଛ ଲଗାଣ। — [30, 2080, 362, 2094]
signatory: ଶ୍ରୀମତୀ ଅନିତା ପାତ୍ର ଅଧ୍ୟକ୍ଷା — [260, 296, 348, 321]
signatory: ଶ୍ରୀ ବି. ପ୍ରସାଦ ରାଓ କାର୍ଯ୍ୟନିର୍ବାହୀ ଅଧିକାରୀ — [717, 1144, 805, 1169]
list-item: • ରାସ୍ତା ଓ ନାଳ ନିର୍ମାଣ। — [30, 1032, 362, 1044]
photo-card: ଶ୍ରୀମତୀ ଉର୍ମିଳା ସାହୁ ଅଧ୍ୟକ୍ଷା — [908, 375, 979, 461]
signatory: ଶ୍ରୀଯୁକ୍ତ ଲଳିତ କୁମାର ମେହେର ଉପାଧ୍ୟକ୍ଷ — [575, 211, 729, 242]
ad-list — [14, 1358, 362, 1506]
list-item: 6. ପାର୍କ ନିର୍ମାଣ। — [30, 1925, 362, 1939]
list-item: 11. ପଠାଗାର। — [30, 2002, 362, 2016]
ad-list — [388, 482, 740, 636]
guest-item: ଶ୍ରୀମତୀ ଗୀତା ବିଶି, ପୂର୍ବତନ ଅଧ୍ୟକ୍ଷା, ପଞ୍ଚାୟତ ସମିତି, ଟିଟିଲାଗଡ଼ — [1124, 1448, 1437, 1490]
list-item: 9. ସରକାରୀ ଯୋଜନାର ଲାଭ ନିଅନ୍ତୁ। — [404, 1124, 836, 1138]
list-item: 6. ପରିବେଶ ପରିଷ୍କାର ରଖନ୍ତୁ। — [404, 579, 740, 597]
page-number: ୧୧ — [1444, 4, 1486, 50]
list-item: • ପରିବେଶର ସୁରକ୍ଷା ପାଇଁ ବୃକ୍ଷ ରୋପଣ କରନ୍ତୁ। — [980, 1909, 1486, 1927]
list-item: • ପରିମଳ ନିରୀକ୍ଷଣ ଯୋଜନା। — [404, 1346, 920, 1361]
list-item: 2. ସରକାରୀ ଯୋଜନାର ସୁବିଧା ନେବା ପାଇଁ ପୌର ପରିଷଦକୁ ସମ୍ପର୍କ କରନ୍ତୁ। — [30, 1389, 362, 1404]
signatures — [964, 1053, 1486, 1080]
list-item: 4. ସୁନ୍ଦର ସହର ଗଢ଼ିବାରେ ସହଯୋଗ କରନ୍ତୁ। — [980, 971, 1486, 985]
page-title: ସ୍ୱାୟତ୍ତ ଶାସନ ଦିବସ — [514, 4, 986, 55]
list-item: 3. ଶିଶୁ ଉଦ୍ୟାନ ଉଦ୍ଘାଟନ। — [404, 1484, 920, 1499]
list-item: 4. ସମୟରେ ହୋଲଡିଂ ଟିକସ ପଇଠ କରନ୍ତୁ। — [30, 183, 362, 197]
list-item: 3. ପ୍ଲାଷ୍ଟିକ ବ୍ୟବହାର କମାନ୍ତୁ। — [980, 956, 1486, 970]
list-item: • ସହରୀ ଜୀବିକା ମିଶନ। — [1162, 241, 1486, 255]
ad-athagarh — [4, 1780, 372, 2334]
list-item: 7. ମଶା ନିରାକରଣରେ ସହଯୋଗ କରନ୍ତୁ। — [30, 229, 362, 243]
list-item: 13. ସୁରକ୍ଷିତ ପାଣି। — [30, 2033, 362, 2047]
list-item: • ସ୍ୱଚ୍ଛ ଭାରତ ମିଶନରେ ଶୌଚାଳୟ ନିର୍ମାଣ। — [1162, 163, 1486, 177]
signatory: ଶ୍ରୀମତୀ ପ୍ରମିଳା କୁମାରୀ ପଟ୍ଟନାୟକ ଅଧ୍ୟକ୍ଷା — [758, 2157, 905, 2182]
ad-jatni — [954, 862, 1496, 1088]
list-item: 4. ଶୌଚାଳୟ ନିର୍ମାଣ। — [30, 1894, 362, 1908]
list-item: • ପାନୀୟ ଜଳ ଯୋଗାଣ ବ୍ୟବସ୍ଥା। — [30, 1003, 362, 1015]
guest-item: ଶ୍ରୀମତୀ ରମାକାନ୍ତି ପୁଟେଲ, ଅଧ୍ୟକ୍ଷା, ପଞ୍ଚାୟତ ସମିତି, ଟିଟିଲାଗଡ଼ — [1124, 1403, 1446, 1445]
signatures — [14, 668, 362, 695]
ad-title: ସମ୍ବଲପୁର ମହାନଗର ନିଗମ କାର୍ଯ୍ୟାଳୟ, ସମ୍ବଲପୁର — [6, 940, 370, 972]
signatory: ସମସ୍ତ ପାରିଷଦ ବୃନ୍ଦ — [148, 296, 228, 307]
ad-title: ନିଖିଳ ଭାରତ ସ୍ୱାୟତ୍ତ ଶାସନ ଦିବସ-୨୦୧୭ ଅବସରରେ — [758, 532, 1126, 562]
ad-body: ଆସନ୍ତା ତା ୩୧.୦୮.୨୦୧୭ ରିଖରେ ସ୍ୱାୟତ୍ତ ଶାସନ ଦିବସ ଅବସରରେ ବଲାଙ୍ଗିର ସହରବାସୀଙ୍କୁ ହାର୍ଦ୍ଦିକ ଶୁଭେଚ୍ଛା ଜଣାଉଛୁ। ଶ୍ରୀମତୀ ସରସ୍ୱତୀ ବେହେରା ଉପାଧ୍ୟକ୍ଷା ଶ୍ରୀମତୀ ଉର୍ମିଳା ସାହୁ ଅଧ୍ୟକ୍ଷା ଶ୍ରୀ କଳ୍ପତରୁ ଉପାଧ୍ୟାୟ ନିର୍ବାହୀ ଅଧିକାରୀ — [758, 338, 1126, 465]
list-item: • ପରିମଳ ବ୍ୟବସ୍ଥା। — [30, 1046, 362, 1058]
list-item: 5. ବର୍ଷା ପାଣି ସଂରକ୍ଷଣ କରନ୍ତୁ। — [30, 198, 362, 212]
ad-list — [388, 1000, 836, 1138]
signatures — [14, 1511, 362, 1538]
list-item: 5. ପ୍ଲାଷ୍ଟିକ ବ୍ୟବହାର ବନ୍ଦ କରନ୍ତୁ। — [30, 1440, 362, 1455]
list-item: • ସହରୀ ଜୀବିକା। — [30, 1145, 362, 1157]
list-item: • ଜଳ ନିଷ୍କାସନ ବ୍ୟବସ୍ଥା। — [1162, 225, 1486, 239]
list-item: 1. ସହରକୁ ପରିଷ୍କାର ପରିଚ୍ଛନ୍ନ ରଖନ୍ତୁ ଓ ଆବର୍ଜନା ନିର୍ଦ୍ଦିଷ୍ଟ ସ୍ଥାନରେ ପକାନ୍ତୁ। — [30, 136, 362, 150]
signatory: ଶ୍ରୀମତୀ ରଞ୍ଜିତା ପ୍ରଧାନ ଉପ ନଗରପାଳ — [603, 1606, 704, 1631]
signatory: ଶ୍ରୀମତୀ ଲଳିତା ପ୍ରଧାନ, ଉପାଧ୍ୟକ୍ଷା — [978, 1053, 1124, 1065]
ad-list — [964, 1889, 1486, 2063]
list-item: 6. ପାର୍କ ନିର୍ମାଣ। — [404, 1937, 920, 1951]
list-item: 6. ଗଛ ଲଗାନ୍ତୁ। — [404, 1078, 836, 1092]
ad-body: ପବିତ୍ର ସ୍ୱାୟତ୍ତ ଶାସନ ଦିବସ ଅବସରରେ ପୋଲସରା ସହରବାସୀଙ୍କୁ ଅଭିନନ୍ଦନ। ସହରରେ ଉଦ୍ୟାନ, Synthetic Walking Track ନିର୍ମାଣ, Multi GYM ସ୍ଥାପନ, Botanical Garden ଏବଂ Boating Club ନିର୍ମାଣ କାର୍ଯ୍ୟ ହାତକୁ ନିଆଯାଇଛି। DPR ପ୍ରସ୍ତୁତ କରାଯାଇଛି। ଶ୍ରୀ ଚିତ୍ତରଞ୍ଜନ ପାତ୍ର କାର୍ଯ୍ୟନିର୍ବାହୀ ଅଧିକାରୀ ଶ୍ରୀଯୁକ୍ତ ରବୀନ୍ଦ୍ର ପ୍ରଧାନ ଅଧ୍ୟକ୍ଷ ଶ୍ରୀ ରମେଶ ସାହୁ ଉପାଧ୍ୟକ୍ଷ — [6, 440, 370, 699]
ad-rairangpur — [4, 1266, 372, 1776]
list-item: 3. ଘରେ ଘରେ ଶୌଚାଳୟ ନିର୍ମାଣ କରନ୍ତୁ। — [30, 1406, 362, 1421]
ad-chikiti — [756, 66, 1132, 308]
list-item: • ବସ ଷ୍ଟାଣ୍ଡ ଉନ୍ନତିକରଣ। — [1162, 396, 1486, 410]
list-item: 7. ମାର୍କେଟ କମ୍ପ୍ଲେକ୍ସ। — [404, 1551, 920, 1566]
ad-body: ସ୍ୱାୟତ୍ତ ଶାସନ ଦିବସ-୨୦୧୭ ଅବସରରେ ଜଟଣୀ ସହରବାସୀଙ୍କୁ ପୌର ପରିଷଦ ତରଫରୁ ହାର୍ଦ୍ଦିକ ଅଭିନନ୍ଦନ ଜଣାଉଛୁ। 1. ଘରର ଅଳିଆ ଡଷ୍ଟବିନରେ ପକାନ୍ତୁ। 2. ନାଳରେ ଆବର୍ଜନା ପକାନ୍ତୁ ନାହିଁ। 3. ପ୍ଲାଷ୍ଟିକ ବ୍ୟବହାର କମାନ୍ତୁ। 4. ସୁନ୍ଦର ସହର ଗଢ଼ିବାରେ ସହଯୋଗ କରନ୍ତୁ। 5. ପାଣି ଅପଚୟ କରନ୍ତୁ ନାହିଁ। 6. ପୌର ଟିକସ ସମୟରେ ଦିଅନ୍ତୁ। 7. ଗଛ ଲଗାନ୍ତୁ। 8. ପୌର ସମ୍ପତ୍ତି ସୁରକ୍ଷା କରନ୍ତୁ। ଶ୍ରୀମତୀ ଲଳିତା ପ୍ରଧାନ, ଉପାଧ୍ୟକ୍ଷା ଶ୍ରୀମତୀ ଅନୁପ୍ରଭା ସାହୁ, ଅଧ୍ୟକ୍ଷା ଶ୍ରୀ ସଂଗ୍ରାମ କେଶରୀ ରାଉତରାୟ, ନିର୍ବାହୀ ଅଧିକାରୀ — [956, 904, 1494, 1084]
ad-title: ପୁରୀ ସହରର ବିକାଶ ପାଇଁ ପୁରୀ ପୌରସଂସ୍ଥା ସଂକଳ୍ପବଦ୍ଧ — [380, 1230, 928, 1268]
signatory: ଶୈଳବାଳା ନାୟକ ଅଧ୍ୟକ୍ଷା — [271, 1512, 337, 1537]
list-item: • ଅନଲାଇନ ସେବା। — [30, 1159, 362, 1171]
ad-title: ପୌର ପରିଷଦ, ଟିଟିଲାଗଡ଼ — [956, 1094, 1494, 1161]
ad-title: ଜଗତସିଂହପୁର ପୌରପରିଷଦ, ଜଗତସିଂହପୁର — [380, 388, 748, 422]
list-item: 8. ଏଲଇଡି ଆଲୋକ। — [404, 1968, 920, 1982]
list-item: 7. ଗଛ ଲଗାନ୍ତୁ। — [980, 1018, 1486, 1032]
signatory: ଗୋବର୍ଦ୍ଧନ ନାଗ ଅଧ୍ୟକ୍ଷ — [1356, 1551, 1442, 1587]
ad-titlagarh — [954, 1092, 1496, 1774]
list-item: • ଶ୍ମଶାନ ଉନ୍ନତିକରଣ। — [1162, 272, 1486, 286]
list-item: 15. ଡିଜିଟାଲ ସେବା। — [30, 2064, 362, 2078]
list-item: 8. ପାଣି ଓ ବିଜୁଳି ଅପଚୟ ରୋକନ୍ତୁ। — [30, 1490, 362, 1505]
ad-body: ବିଜ୍ଞାପିତ ଅଞ୍ଚଳ ପରିଷଦ ଭଞ୍ଜନଗର ତରଫରୁ ସ୍ୱାୟତ୍ତ ଶାସନ ଦିବସ ୨୦୧୭ ଅବସରରେ ସହରବାସୀଙ୍କୁ ହାର୍ଦ୍ଦିକ ଶୁଭେଚ୍ଛା ଓ ଅଭିନନ୍ଦନ ଜଣାଉଛୁ। 1. ପାନୀୟ ଜଳ ଯୋଗାଣ ବ୍ୟବସ୍ଥା। 2. ସହରୀ ଗୃହ ନିର୍ମାଣ। 3. ରାସ୍ତା ନିର୍ମାଣ। 4. ନାଳ ନିର୍ମାଣ। 5. ଶୌଚାଳୟ ନିର୍ମାଣ। 6. ପାର୍କ ନିର୍ମାଣ। 7. ବଜାର କମ୍ପ୍ଲେକ୍ସ। 8. ଏଲଇଡି ଆଲୋକ। 9. ପରିମଳ ବ୍ୟବସ୍ଥା। 10. ଆଶ୍ରୟସ୍ଥଳୀ। 11. ସହରୀ ଜୀବିକା ମିଶନ। 12. ଶ୍ମଶାନ ଉନ୍ନତିକରଣ। - ଆମର ସହଯୋଗ - 1. ଅଳିଆ ନିର୍ଦ୍ଦିଷ୍ଟ ସ୍ଥାନରେ ପକାନ୍ତୁ। 2. ପ୍ଲାଷ୍ଟିକ ବ୍ୟବହାର ବନ୍ଦ କରନ୍ତୁ। 3. ପାଣି ଅପଚୟ ରୋକନ୍ତୁ। 4. ଟିକସ ସମୟରେ ଦିଅନ୍ତୁ। 5. ସ୍ୱଚ୍ଛତା ରକ୍ଷା କରନ୍ତୁ। ଶ୍ରୀ ପ୍ରଣୟ କୁମାର ରାଉତ ନିର୍ବାହୀ ଅଧିକାରୀ ଶ୍ରୀ ପଦ୍ମନାଭ ବିଶୋୟୀ ଉପାଧ୍ୟକ୍ଷ ଶ୍ରୀମତୀ ପ୍ରମିଳା କୁମାରୀ ପଟ୍ଟନାୟକ ଅଧ୍ୟକ୍ଷା ସବୁଜ ସୁନ୍ଦର ଆମର ସହର - ଭଞ୍ଜନଗର — [380, 1825, 928, 2261]
ad-body: ବିଜ୍ଞାପିତ ଅଞ୍ଚଳ ପରିଷଦ, ଚିକିଟି ତରଫରୁ ସମସ୍ତ ସହରବାସୀଙ୍କୁ ସ୍ୱାୟତ୍ତ ଶାସନ ଦିବସ ୨୦୧୭ ଅବସରରେ ହାର୍ଦ୍ଦିକ ଅଭିନନ୍ଦନ ଜଣାଉଛୁ। ସହରକୁ ସ୍ୱଚ୍ଛ ଓ ସୁନ୍ଦର ରଖିବାରେ ସହଯୋଗ କରନ୍ତୁ। ଶ୍ରୀ ସୁର୍ଯ୍ୟ ନାରାୟଣ ଦେବ ଅଧ୍ୟକ୍ଷ ଶ୍ରୀଯୁକ୍ତ ଅନନ୍ତ କୁମାର ରାଉତ ନିର୍ବାହୀ ଅଧିକାରୀ — [766, 103, 1122, 208]
list-item: 3. ପରିବେଶ ସ୍ୱଚ୍ଛ ରଖନ୍ତୁ। — [404, 1031, 836, 1045]
ad-body: ସର୍ବଭାରତୀୟ ପବିତ୍ର ସ୍ୱାୟତ୍ତ ଶାସନ ଦିବସ ୨୦୧୭ ଉପଲକ୍ଷେ ଜଗତସିଂହପୁର ସହରବାସୀଙ୍କୁ ଶୁଭେଚ୍ଛା ଜଣାଉଛୁ। ନିମ୍ନଲିଖିତ କାର୍ଯ୍ୟ ପ୍ରତି ଧ୍ୟାନଦେବା ପାଇଁ ଅନୁରୋଧ କରୁଛୁ। 1. ଟିକସ ସମୟରେ ପୌରପରିଷଦରେ ଦାଖଲ କରନ୍ତୁ। 2. ପରିଷ୍କାର ପରିଚ୍ଛନ୍ନତା ରକ୍ଷା କରନ୍ତୁ। 3. ଅଳିଆ ଆବର୍ଜନା ନିର୍ଦ୍ଦିଷ୍ଟ ସ୍ଥାନରେ ପକାନ୍ତୁ। 4. ପୌରପରିଷଦର ସମ୍ପତ୍ତି ସୁରକ୍ଷା କରନ୍ତୁ। 5. ଗୃହ ନିର୍ମାଣ ପୂର୍ବରୁ ଅନୁମତି ନିଅନ୍ତୁ। 6. ପରିବେଶ ପରିଷ୍କାର ରଖନ୍ତୁ। 7. ପ୍ଲାଷ୍ଟିକ ବ୍ୟବହାର ବନ୍ଦ କରନ୍ତୁ। 8. ଆପଣଙ୍କ ସହଯୋଗ ଆମର ପ୍ରେରଣା। ଶ୍ରୀଯୁକ୍ତ ବିକାଶ ଶେଠୀ ନିର୍ବାହୀ ଅଧିକାରୀ ଶ୍ରୀମତୀ ପୂଜା ଗନ୍ତାୟତ ଉପାଧ୍ୟକ୍ଷା ଶ୍ରୀଯୁକ୍ତ ବିପ୍ଳବ ଚୌଧୁରୀ, ଅଧ୍ୟକ୍ଷ — [380, 422, 748, 704]
list-item: 12. ଶ୍ମଶାନ ଉନ୍ନତିକରଣ। — [404, 2030, 920, 2044]
signatory: ଶ୍ରୀଯୁକ୍ତ ବିକାଶ ଶେଠୀ ନିର୍ବାହୀ ଅଧିକାରୀ — [421, 643, 531, 674]
signatory: ସନ୍ତୋଷ କୁମାର ବେହେରା ନିର୍ବାହୀ ଅଧିକାରୀ — [984, 1551, 1118, 1587]
signatory: ଶ୍ରୀଯୁକ୍ତ ପ୍ରଦୀପ୍ତ କୁମାର ମିଶ୍ର କାର୍ଯ୍ୟନିର୍ବାହୀ ଅଧିକାରୀ — [409, 1606, 545, 1631]
ad-body: ସ୍ୱାୟତ୍ତ ଶାସନ ଦିବସ ୨୦୧୭ ଅବସରରେ ଦେବଗଡ଼ ସହରବାସୀଙ୍କୁ ହାର୍ଦ୍ଦିକ ଅଭିନନ୍ଦନ ଓ ଶୁଭେଚ୍ଛା ଜଣାଉଛୁ ଏବଂ ସହର ଉନ୍ନୟନରେ ସହଯୋଗ କାମନା କରୁଛୁ। 1. ସହରକୁ ପରିଷ୍କାର ପରିଚ୍ଛନ୍ନ ରଖନ୍ତୁ ଓ ଆବର୍ଜନା ନିର୍ଦ୍ଦିଷ୍ଟ ସ୍ଥାନରେ ପକାନ୍ତୁ। 2. ପ୍ଲାଷ୍ଟିକ ବ୍ୟବହାର ବନ୍ଦ କରନ୍ତୁ। 3. ପାଣି ଅପଚୟ ନ କରନ୍ତୁ। 4. ସମୟରେ ହୋଲଡିଂ ଟିକସ ପଇଠ କରନ୍ତୁ। 5. ବର୍ଷା ପାଣି ସଂରକ୍ଷଣ କରନ୍ତୁ। 6. ଗଛ ଲଗାନ୍ତୁ ଓ ପରିବେଶ ସୁରକ୍ଷା କରନ୍ତୁ। 7. ମଶା ନିରାକରଣରେ ସହଯୋଗ କରନ୍ତୁ। 8. ଖୋଲା ସ୍ଥାନରେ ମଳତ୍ୟାଗ ନ କରନ୍ତୁ। 9. ସହରର ସମ୍ପତ୍ତିର ସୁରକ୍ଷା କରନ୍ତୁ। 10. ଉନ୍ନୟନ କାର୍ଯ୍ୟରେ ସହଯୋଗ କରନ୍ତୁ। ଶ୍ରୀ ପୁଣ୍ୟଭାନ ପ୍ରଧାନ ନିର୍ବାହୀ ଅଧିକାରୀ ସମସ୍ତ ପାରିଷଦ ବୃନ୍ଦ ଶ୍ରୀମତୀ ଅନିତା ପାତ୍ର ଅଧ୍ୟକ୍ଷା — [6, 102, 370, 326]
list-item: 6. ଶୌଚାଳୟ ନିର୍ମାଣ। — [404, 1534, 920, 1549]
list-item: 3. ରାସ୍ତା ନିର୍ମାଣ। — [404, 1890, 920, 1904]
ad-title: ବିଜ୍ଞାପିତ ଅଞ୍ଚଳ ପରିଷଦ, ଚିକିଟି, ଜିଲ୍ଲା-ଗଞ୍ଜାମ — [758, 68, 1130, 98]
ad-body: ପବିତ୍ର ସ୍ୱାୟତ୍ତ ଶାସନ ଦିବସ - ୨୦୧୭ ଉପଲକ୍ଷେ ବୌଦ୍ଧଗଡ଼ ବିଜ୍ଞାପିତ ଅଞ୍ଚଳ ପରିଷଦ ତରଫରୁ ସମସ୍ତ ସହରବାସୀଙ୍କୁ ହାର୍ଦ୍ଦିକ ଅଭିନନ୍ଦନ ଓ ଶୁଭେଚ୍ଛା ଜଣାଉଛୁ। ସହରର ଉନ୍ନତି ପାଇଁ ଆପଣଙ୍କ ସହଯୋଗ କାମନା କରୁଛୁ। ସ୍ୱଚ୍ଛ ଭାରତ ମିଶନରେ ସହଯୋଗ କରି ସହରକୁ ପରିଷ୍କାର ରଖନ୍ତୁ। ଘରୋଇ ଶୌଚାଳୟ ନିର୍ମାଣ କରନ୍ତୁ ଏବଂ ଖୋଲା ସ୍ଥାନରେ ମଳତ୍ୟାଗ ବନ୍ଦ କରନ୍ତୁ। ଶ୍ରୀମତୀ ପଦ୍ମିନୀପ୍ରଭା ସ୍ୱାଇଁ, ଅଧ୍ୟକ୍ଷା ଶ୍ରୀ ଉପେନ୍ଦ୍ର ସାହୁ ନିର୍ବାହୀ ଅଧିକାରୀ ଶ୍ରୀଯୁକ୍ତ ଲଳିତ କୁମାର ମେହେର ଉପାଧ୍ୟକ୍ଷ — [380, 101, 748, 247]
list-item: • ବିଶ୍ୱ ଅଧିବାସୀ ଯୋଜନାରେ ଗୃହ ନିର୍ମାଣ କାର୍ଯ୍ୟ ଆରମ୍ଭ। — [1162, 117, 1486, 131]
ad-body: ସ୍ୱାୟତ୍ତ ଶାସନ ଦିବସ ୨୦୧୭ ଅବସରରେ ରାୟଗଡ଼ ପୌରପରିଷଦ ତରଫରୁ ସମସ୍ତ ସହରବାସୀଙ୍କୁ ହାର୍ଦ୍ଦିକ ଶୁଭେଚ୍ଛା ଜଣାଉଛୁ ଏବଂ ସହରର ସର୍ବାଙ୍ଗୀନ ଉନ୍ନତି ପାଇଁ ଆପଣଙ୍କ ସହଯୋଗ କାମନା କରୁଛୁ। • ପୌର ସମ୍ପତ୍ତିର ସୁରକ୍ଷା ଓ ରକ୍ଷଣାବେକ୍ଷଣରେ ସହଯୋଗ କରନ୍ତୁ। • ପରିବେଶର ସୁରକ୍ଷା ପାଇଁ ବୃକ୍ଷ ରୋପଣ କରନ୍ତୁ। • ଜନ୍ମମୃତ୍ୟୁ ଓ ବିବାହ ପଞ୍ଜୀକରଣ ଠିକ ସମୟରେ କରନ୍ତୁ। • ମ୍ୟାଲେରିଆ, ଡେଙ୍ଗୁ, ଚିକୁନଗୁନିଆ ଆଦି ରୋଗରୁ ସୁରକ୍ଷା ପାଇଁ ପରିବେଶ ପରିଷ୍କାର ରଖନ୍ତୁ। • ସାଙ୍ଗରେ ନିର୍ଦ୍ଦିଷ୍ଟ ଡଷ୍ଟବିନ ବ୍ୟବହାର କରନ୍ତୁ। • ସ୍ୱଚ୍ଛ ଭାରତ ମିଶନରେ ଘରେ ଘରେ ଶୌଚାଳୟ ନିର୍ମାଣ କରନ୍ତୁ। • ପାଇଖାନା ବର୍ଜ୍ୟବସ୍ତୁ (ମାନବ ମଳ) ସର୍ବସାଧାରଣ ନର୍ଦ୍ଦମାରେ ଛାଡ଼ନ୍ତୁ ନାହିଁ। • ବର୍ଷା ଋତୁରେ ଝାଡ଼ା, ବାନ୍ତି ଭଳି ରୋଗରୁ ସୁରକ୍ଷା ପାଇଁ ଫୁଟା ପାଣି ପିଅନ୍ତୁ। • ଆପଣଙ୍କ ପ୍ରଦେୟ ଟିକସ ହିଁ ସହରର ବିକାଶର ମୂଳଦୁଆ। ଡଃ ନିରଞ୍ଜନ ପ୍ରସାଦ ବହିନିପତି ଉପାଧ୍ୟକ୍ଷ ରାୟଗଡ଼ ପୌର ପରିଷଦ ଶ୍ରୀମତୀ ଭି. ଗୌରୀ ଜୟନ୍ତୀ ଅଧ୍ୟକ୍ଷା ରାୟଗଡ଼ ପୌର ପରିଷଦ ଏବଂ ସମସ୍ତ ପାରିଷଦ ବୃନ୍ଦ, ରାୟଗଡ଼ା ପୌରପରିଷଦ — [956, 1847, 1494, 2149]
list-item: • ପାର୍କ ଉନ୍ନତିକରଣ। — [30, 1074, 362, 1086]
list-item: 5. ସ୍ୱଚ୍ଛତା ରକ୍ଷା କରନ୍ତୁ। — [404, 2137, 920, 2151]
list-item: 9. ସହରର ସମ୍ପତ୍ତିର ସୁରକ୍ଷା କରନ୍ତୁ। — [30, 260, 362, 274]
signatory: ଶ୍ରୀମତୀ ଭି. ଗୌରୀ ଜୟନ୍ତୀ ଅଧ୍ୟକ୍ଷା ରାୟଗଡ଼ ପୌର ପରିଷଦ — [1283, 2070, 1428, 2121]
signatures — [14, 2099, 362, 2126]
signatory: ଶ୍ରୀଯୁକ୍ତ ଅନନ୍ତ କୁମାର ରାଉତ ନିର୍ବାହୀ ଅଧିକାରୀ — [969, 183, 1097, 208]
signatory: ସମସ୍ତ ସଭ୍ୟ, ସଭ୍ୟା ବୃନ୍ଦ — [136, 2100, 240, 2111]
list-item: 5. ଜଳଯୋଗାଣ ପ୍ରକଳ୍ପ। — [404, 1517, 920, 1532]
list-item: • ପାଠାଗାର ନିର୍ମାଣ। — [1162, 303, 1486, 317]
ad-rayagada — [954, 1780, 1496, 2334]
signatures — [14, 815, 362, 844]
list-item: • ନୂତନ ରାସ୍ତା ଓ ନାଳ ନିର୍ମାଣ। — [1162, 194, 1486, 208]
signatory: ଶ୍ରୀ ସଂଗ୍ରାମ କେଶରୀ ରାଉତରାୟ, ନିର୍ବାହୀ ଅଧିକାରୀ — [1319, 1053, 1479, 1078]
ad-title: ସ୍ୱାୟତ୍ତ ଶାସନ ଦିବସ ୨୦୧୭: ଝାରସୁଗୁଡ଼ା-ପୌରପରିଷଦ — [1138, 68, 1494, 96]
list-item: 4. ବସ ଷ୍ଟାଣ୍ଡ ଓ ଶ୍ମଶାନ ଉନ୍ନତି। — [404, 1500, 920, 1515]
signatory: ଶ୍ରୀ ଶିଶିର କୁମାର ନାୟକ ଉପ-ଅଧ୍ୟକ୍ଷ — [563, 1144, 661, 1169]
list-item: • ସହରୀ ଗରିବଙ୍କ ପାଇଁ ଆଶ୍ରୟସ୍ଥଳୀ। — [1162, 349, 1486, 363]
official-photo — [800, 375, 860, 435]
signatory: ଶ୍ରୀ ସୁର୍ଯ୍ୟ ନାରାୟଣ ଦେବ ଅଧ୍ୟକ୍ଷ — [804, 183, 906, 208]
signatures — [388, 2156, 920, 2183]
list-item: • ନୂଆ ବଜାର କମ୍ପ୍ଲେକ୍ସ। — [1162, 287, 1486, 301]
signatory: ଶ୍ରୀ ଉପେନ୍ଦ୍ର ସାହୁ ନିର୍ବାହୀ ଅଧିକାରୀ — [431, 211, 521, 242]
ad-jharsuguda — [1136, 66, 1496, 786]
list-item: 6. ପୌର ଟିକସ ସମୟରେ ଦିଅନ୍ତୁ। — [980, 1002, 1486, 1016]
list-item: 1. ଟିକସ ସମୟରେ ପୌରପରିଷଦରେ ଦାଖଲ କରନ୍ତୁ। — [404, 482, 740, 500]
signatures — [388, 1144, 836, 1171]
ad-title: ପୌରପରିଷଦ କାର୍ଯ୍ୟାଳୟ, ଦେବଗଡ଼ — [6, 68, 370, 102]
program-list — [388, 1450, 920, 1583]
ad-list — [14, 136, 362, 289]
ad-body: ପୌର ପରିଷଦ ଉମରକୋଟ ତରଫରୁ ନିଖିଳ ଭାରତ ସ୍ୱାୟତ୍ତ ଶାସନ ଦିବସ ୨୦୧୭ ପାଳନ ଉପଲକ୍ଷେ ସହରବାସୀଙ୍କୁ ହାର୍ଦ୍ଦିକ ଅଭିନନ୍ଦନ ଜଣାଉଛୁ। 1. ପୌରପରିଷଦର ଟିକସ ସମୟରେ ଦିଅନ୍ତୁ। 2. ପ୍ଲାଷ୍ଟିକ ବ୍ୟବହାର ବନ୍ଦ କରନ୍ତୁ। 3. ପରିବେଶ ସ୍ୱଚ୍ଛ ରଖନ୍ତୁ। 4. ଘରେ ଘରେ ଶୌଚାଳୟ ନିର୍ମାଣ କରନ୍ତୁ। 5. ଡେଙ୍ଗୁ ଓ ମ୍ୟାଲେରିଆରୁ ସୁରକ୍ଷା ପାଇଁ ସଚେତନ ହୁଅନ୍ତୁ। 6. ଗଛ ଲଗାନ୍ତୁ। 7. ପାଣି ଅପଚୟ ନ କରନ୍ତୁ। 8. ରାସ୍ତାରେ ଅଳିଆ ପକାନ୍ତୁ ନାହିଁ। 9. ସରକାରୀ ଯୋଜନାର ଲାଭ ନିଅନ୍ତୁ। ଶ୍ରୀମତୀ ପଙ୍କଜ ଅଗ୍ରୱାଲ ଅଧ୍ୟକ୍ଷା ଶ୍ରୀ ଶିଶିର କୁମାର ନାୟକ ଉପ-ଅଧ୍ୟକ୍ଷ ଶ୍ରୀ ବି. ପ୍ରସାଦ ରାଓ କାର୍ଯ୍ୟନିର୍ବାହୀ ଅଧିକାରୀ — [380, 966, 844, 1175]
ad-title: ବିଜ୍ଞାପିତ ଅଞ୍ଚଳ ପରିଷଦ, ବୌଦ୍ଧଗଡ଼ — [380, 68, 748, 101]
signatory: ମେୟର ମହାନଗର ନିଗମ, ସମ୍ବଲପୁର — [44, 1177, 158, 1203]
ad-body: ସ୍ୱାୟତ୍ତ ଶାସନ ଦିବସ ୨୦୧୭ ଅବସରରେ ମହାନଗର ନିଗମ ତରଫରୁ ସମ୍ବଲପୁର ସହରବାସୀଙ୍କୁ ଶୁଭେଚ୍ଛା। ନିଗମ ଦ୍ୱାରା ସହରରେ ଅନେକ ଉନ୍ନୟନମୂଳକ କାର୍ଯ୍ୟ କରାଯାଉଛି। • ପାନୀୟ ଜଳ ଯୋଗାଣ ବ୍ୟବସ୍ଥା। • ସହରୀ ଗୃହ ନିର୍ମାଣ। • ରାସ୍ତା ଓ ନାଳ ନିର୍ମାଣ। • ପରିମଳ ବ୍ୟବସ୍ଥା। • ଏଲଇଡି ଷ୍ଟ୍ରିଟ ଲାଇଟ। • ପାର୍କ ଉନ୍ନତିକରଣ। • ବଜାର କମ୍ପ୍ଲେକ୍ସ। • ଶୌଚାଳୟ ନିର୍ମାଣ। • ଜଳ ନିଷ୍କାସନ। • ଆଶ୍ରୟସ୍ଥଳୀ। • ସହରୀ ଜୀବିକା। • ଅନଲାଇନ ସେବା। ମେୟର ମହାନଗର ନିଗମ, ସମ୍ବଲପୁର କମିଶନର ମହାନଗର ନିଗମ, ସମ୍ବଲପୁର — [6, 972, 370, 1208]
signatures — [766, 183, 1122, 210]
list-item: 3. ରାସ୍ତା ଓ ନାଳ ନିର୍ମାଣ। — [30, 1878, 362, 1892]
appeal-list — [388, 2075, 920, 2151]
signatures — [388, 211, 740, 243]
list-item: 10. ସହରୀ ଜୀବିକା। — [30, 1987, 362, 2001]
ad-body: ନିଖିଳ ଭାରତ ସ୍ୱାୟତ୍ତ ଶାସନ ଦିବସ -୨୦୧୭ ପାଳନ ଅବସରରେ କୁଚିଣ୍ଡା ବିଜ୍ଞାପିତ ଅଞ୍ଚଳ ପରିଷଦର ସମସ୍ତ ସଦସ୍ୟ, ସଭ୍ୟ ତଥା କର୍ମଚାରୀଙ୍କ ତରଫରୁ ସହରବାସୀଙ୍କୁ ହାର୍ଦ୍ଦିକ ଶୁଭେଚ୍ଛା ଜ୍ଞାପନ କରୁଛୁ। ଶ୍ରୀମତୀ ଜୟନ୍ତୀ ଲୁହା ଅଧ୍ୟକ୍ଷା କାର୍ତ୍ତିକ ମିଶ୍ର ଉପ-ଅଧ୍ୟକ୍ଷ ବିଜେନ୍ଦ୍ର କୁମାର ମହାପାତ୍ର ନିର୍ବାହୀ ଅଧିକାରୀ — [6, 748, 370, 848]
signatory: ଶ୍ରୀ ପ୍ରଣୟ କୁମାର ରାଉତ ନିର୍ବାହୀ ଅଧିକାରୀ — [423, 2157, 530, 2182]
official-photo — [1026, 375, 1086, 435]
masthead — [0, 0, 1500, 65]
ad-polasara — [4, 378, 372, 703]
list-item: • ସହରରେ ବୃକ୍ଷରୋପଣ। — [404, 1413, 920, 1428]
list-item: 2. ପ୍ଲାଷ୍ଟିକ ବ୍ୟବହାର ବନ୍ଦ କରନ୍ତୁ। — [30, 152, 362, 166]
ad-bhanjanagar — [378, 1786, 930, 2334]
list-item: 2. ନାଳରେ ଆବର୍ଜନା ପକାନ୍ତୁ ନାହିଁ। — [980, 940, 1486, 954]
list-item: 4. ପୌରପରିଷଦର ସମ୍ପତ୍ତି ସୁରକ୍ଷା କରନ୍ତୁ। — [404, 540, 740, 558]
list-item: • ମ୍ୟାଲେରିଆ, ଡେଙ୍ଗୁ, ଚିକୁନଗୁନିଆ ଆଦି ରୋଗରୁ ସୁରକ୍ଷା ପାଇଁ ପରିବେଶ ପରିଷ୍କାର ରଖନ୍ତୁ। — [980, 1948, 1486, 1966]
